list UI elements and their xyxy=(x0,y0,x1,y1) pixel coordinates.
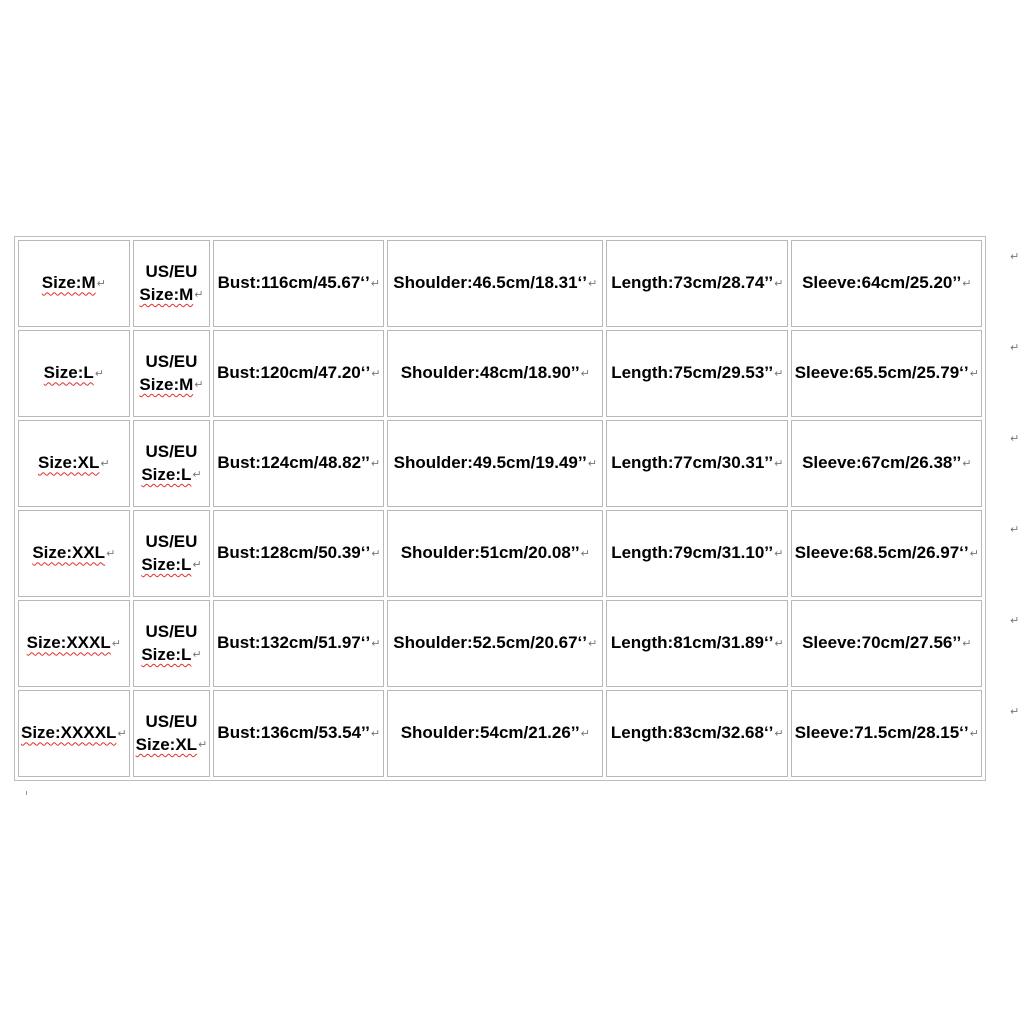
us-eu-label: US/EU xyxy=(145,261,198,281)
paragraph-mark-icon: ↵ xyxy=(198,739,208,751)
paragraph-mark-icon: ↵ xyxy=(774,637,784,650)
length-cell xyxy=(606,420,788,507)
sleeve-cell xyxy=(791,240,982,327)
shoulder-cell xyxy=(387,240,603,327)
sleeve-cell xyxy=(791,420,982,507)
length-value: Length:83cm/32.68‘’ xyxy=(610,723,774,743)
paragraph-mark-icon: ↵ xyxy=(117,727,127,740)
us-eu-cell xyxy=(133,510,211,597)
length-value: Length:73cm/28.74’’ xyxy=(611,273,774,293)
paragraph-mark-icon: ↵ xyxy=(106,547,116,560)
paragraph-mark-icon: ↵ xyxy=(962,277,972,290)
row-end-mark-icon: ↵ xyxy=(1010,251,1020,263)
size-cell xyxy=(18,420,130,507)
bust-value: Bust:128cm/50.39‘’ xyxy=(217,543,371,563)
size-cell xyxy=(18,330,130,417)
paragraph-mark-icon: ↵ xyxy=(96,277,106,290)
size-label: Size:XXL xyxy=(32,543,106,563)
table-row xyxy=(18,510,982,597)
paragraph-mark-icon: ↵ xyxy=(370,277,380,290)
us-eu-cell xyxy=(133,690,211,777)
bust-value: Bust:136cm/53.54’’ xyxy=(217,723,370,743)
sleeve-value: Sleeve:71.5cm/28.15‘’ xyxy=(794,723,969,743)
sleeve-value: Sleeve:68.5cm/26.97‘’ xyxy=(794,543,969,563)
paragraph-mark-icon: ↵ xyxy=(774,727,784,740)
us-eu-label: US/EU xyxy=(145,621,198,641)
shoulder-value: Shoulder:49.5cm/19.49’’ xyxy=(393,453,587,473)
shoulder-cell xyxy=(387,420,603,507)
table-row xyxy=(18,690,982,777)
length-value: Length:79cm/31.10’’ xyxy=(611,543,774,563)
paragraph-mark-icon: ↵ xyxy=(774,457,784,470)
row-end-mark-icon: ↵ xyxy=(1010,433,1020,445)
row-end-mark-icon: ↵ xyxy=(1010,615,1020,627)
paragraph-mark-icon: ↵ xyxy=(580,727,590,740)
row-end-mark-icon: ↵ xyxy=(1010,706,1020,718)
length-cell xyxy=(606,600,788,687)
sleeve-cell xyxy=(791,330,982,417)
bust-value: Bust:116cm/45.67‘’ xyxy=(217,273,370,293)
size-cell xyxy=(18,690,130,777)
us-eu-cell xyxy=(133,600,211,687)
bust-cell xyxy=(213,330,384,417)
paragraph-mark-icon: ↵ xyxy=(370,727,381,740)
row-end-mark-icon: ↵ xyxy=(1010,342,1020,354)
length-cell xyxy=(606,330,788,417)
paragraph-mark-icon: ↵ xyxy=(580,367,590,380)
us-eu-cell xyxy=(133,240,211,327)
paragraph-mark-icon: ↵ xyxy=(962,637,972,650)
paragraph-mark-icon: ↵ xyxy=(587,457,597,470)
us-eu-size: Size:M xyxy=(139,374,194,394)
size-label: Size:L xyxy=(43,363,94,383)
paragraph-mark-icon: ↵ xyxy=(588,277,598,290)
sleeve-cell xyxy=(791,510,982,597)
sleeve-value: Sleeve:67cm/26.38’’ xyxy=(802,453,962,473)
paragraph-mark-icon: ↵ xyxy=(774,547,784,560)
size-label: Size:XXXL xyxy=(26,633,111,653)
bust-value: Bust:120cm/47.20‘’ xyxy=(217,363,371,383)
paragraph-mark-icon: ↵ xyxy=(588,637,598,650)
row-end-mark-icon: ↵ xyxy=(1010,524,1020,536)
paragraph-mark-icon: ↵ xyxy=(100,457,110,470)
length-value: Length:81cm/31.89‘’ xyxy=(610,633,774,653)
sleeve-value: Sleeve:70cm/27.56’’ xyxy=(802,633,962,653)
paragraph-mark-icon: ↵ xyxy=(774,367,784,380)
bust-cell xyxy=(213,600,384,687)
bust-value: Bust:132cm/51.97‘’ xyxy=(217,633,371,653)
paragraph-mark-icon: ↵ xyxy=(94,367,104,380)
paragraph-mark-icon: ↵ xyxy=(774,277,784,290)
us-eu-cell xyxy=(133,420,211,507)
paragraph-mark-icon: ↵ xyxy=(969,547,979,560)
paragraph-mark-icon: ↵ xyxy=(192,469,202,481)
size-cell xyxy=(18,600,130,687)
shoulder-cell xyxy=(387,330,603,417)
size-cell xyxy=(18,240,130,327)
shoulder-value: Shoulder:46.5cm/18.31‘’ xyxy=(393,273,587,293)
sleeve-value: Sleeve:65.5cm/25.79‘’ xyxy=(794,363,969,383)
paragraph-mark-icon: ↵ xyxy=(969,727,979,740)
paragraph-mark-icon: ↵ xyxy=(192,649,202,661)
table-row xyxy=(18,600,982,687)
size-label: Size:M xyxy=(41,273,96,293)
length-cell xyxy=(606,510,788,597)
paragraph-mark-icon: ↵ xyxy=(371,367,381,380)
table-row xyxy=(18,420,982,507)
shoulder-cell xyxy=(387,690,603,777)
paragraph-mark-icon: ↵ xyxy=(962,457,972,470)
paragraph-mark-icon: ↵ xyxy=(371,547,381,560)
bust-cell xyxy=(213,690,384,777)
size-cell xyxy=(18,510,130,597)
paragraph-mark-icon: ↵ xyxy=(194,289,204,301)
paragraph-mark-icon: ↵ xyxy=(194,379,204,391)
length-cell xyxy=(606,240,788,327)
us-eu-cell xyxy=(133,330,211,417)
us-eu-label: US/EU xyxy=(145,441,198,461)
sleeve-cell xyxy=(791,690,982,777)
us-eu-size: Size:M xyxy=(139,284,194,304)
length-value: Length:75cm/29.53’’ xyxy=(611,363,774,383)
paragraph-mark-icon: ↵ xyxy=(969,367,979,380)
size-chart-table xyxy=(14,236,986,781)
sleeve-cell xyxy=(791,600,982,687)
shoulder-cell xyxy=(387,600,603,687)
us-eu-size: Size:L xyxy=(141,554,192,574)
paragraph-mark-icon: ↵ xyxy=(111,637,121,650)
paragraph-mark-icon: ↵ xyxy=(192,559,202,571)
text-cursor-mark xyxy=(26,791,27,795)
paragraph-mark-icon: ↵ xyxy=(371,637,381,650)
shoulder-value: Shoulder:51cm/20.08’’ xyxy=(400,543,580,563)
shoulder-value: Shoulder:52.5cm/20.67‘’ xyxy=(393,633,587,653)
paragraph-mark-icon: ↵ xyxy=(580,547,590,560)
us-eu-size: Size:XL xyxy=(135,734,198,754)
length-value: Length:77cm/30.31’’ xyxy=(611,453,774,473)
us-eu-size: Size:L xyxy=(141,644,192,664)
shoulder-value: Shoulder:54cm/21.26’’ xyxy=(400,723,580,743)
us-eu-label: US/EU xyxy=(145,711,198,731)
bust-cell xyxy=(213,510,384,597)
sleeve-value: Sleeve:64cm/25.20’’ xyxy=(802,273,962,293)
size-label: Size:XXXXL xyxy=(21,723,117,743)
shoulder-cell xyxy=(387,510,603,597)
us-eu-size: Size:L xyxy=(141,464,192,484)
length-cell xyxy=(606,690,788,777)
bust-value: Bust:124cm/48.82’’ xyxy=(217,453,370,473)
us-eu-label: US/EU xyxy=(145,531,198,551)
bust-cell xyxy=(213,420,384,507)
us-eu-label: US/EU xyxy=(145,351,198,371)
table-row xyxy=(18,330,982,417)
paragraph-mark-icon: ↵ xyxy=(370,457,381,470)
shoulder-value: Shoulder:48cm/18.90’’ xyxy=(400,363,580,383)
size-label: Size:XL xyxy=(38,453,100,473)
bust-cell xyxy=(213,240,384,327)
table-row xyxy=(18,240,982,327)
